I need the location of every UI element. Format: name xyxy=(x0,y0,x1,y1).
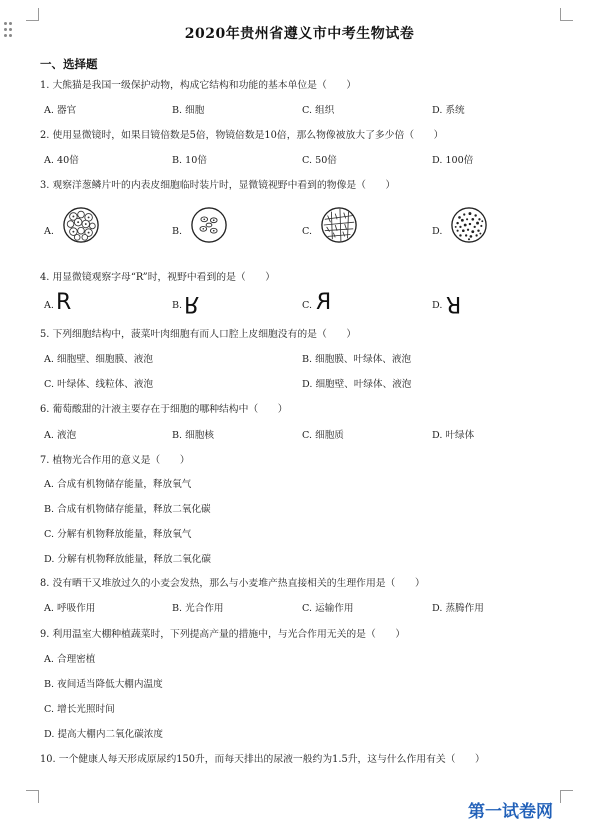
q4-option-d[interactable]: D. xyxy=(432,300,443,311)
q4-option-b[interactable]: B. xyxy=(172,300,183,311)
question-2: 2. 使用显微镜时，如果目镜倍数是5倍，物镜倍数是10倍，那么物像被放大了多少倍（ ） xyxy=(40,130,444,141)
question-7: 7. 植物光合作用的意义是（ ） xyxy=(40,455,190,466)
page-title: 2020年贵州省遵义市中考生物试卷 xyxy=(184,26,415,42)
q9-option-a[interactable]: A. 合理密植 xyxy=(44,654,96,665)
crop-mark-top-right xyxy=(560,8,573,21)
q3-option-d[interactable]: D. xyxy=(432,226,443,237)
crop-mark-bottom-right xyxy=(560,790,573,803)
q6-option-c[interactable]: C. 细胞质 xyxy=(302,430,344,441)
q7-option-c[interactable]: C. 分解有机物释放能量，释放氧气 xyxy=(44,529,192,540)
fibrous-tissue-icon xyxy=(320,206,358,244)
letter-r-rotated: R xyxy=(446,291,462,316)
q3-option-a[interactable]: A. xyxy=(44,226,54,237)
q4-option-c[interactable]: C. xyxy=(302,300,313,311)
crop-mark-bottom-left xyxy=(26,790,39,803)
letter-r-normal: R xyxy=(56,290,72,315)
section-heading: 一、选择题 xyxy=(40,57,98,71)
letter-r-mirrored: R xyxy=(316,290,332,315)
q1-option-b[interactable]: B. 细胞 xyxy=(172,105,205,116)
dotted-field-icon xyxy=(450,206,488,244)
q7-option-d[interactable]: D. 分解有机物释放能量，释放二氧化碳 xyxy=(44,554,211,565)
q7-option-b[interactable]: B. 合成有机物储存能量，释放二氧化碳 xyxy=(44,504,211,515)
question-10: 10. 一个健康人每天形成原尿约150升，而每天排出的尿液一般约为1.5升，这与什么作用有关（ ） xyxy=(40,754,485,765)
q9-option-c[interactable]: C. 增长光照时间 xyxy=(44,704,115,715)
q2-option-a[interactable]: A. 40倍 xyxy=(44,155,79,166)
question-9: 9. 利用温室大棚种植蔬菜时，下列提高产量的措施中，与光合作用无关的是（ ） xyxy=(40,629,406,640)
q9-option-b[interactable]: B. 夜间适当降低大棚内温度 xyxy=(44,679,163,690)
q3-option-c[interactable]: C. xyxy=(302,226,313,237)
q3-option-b[interactable]: B. xyxy=(172,226,183,237)
question-3: 3. 观察洋葱鳞片叶的内表皮细胞临时装片时，显微镜视野中看到的物像是（ ） xyxy=(40,180,396,191)
q5-option-b[interactable]: B. 细胞膜、叶绿体、液泡 xyxy=(302,354,412,365)
letter-r-flipped-vertical: R xyxy=(184,291,200,316)
q1-option-d[interactable]: D. 系统 xyxy=(432,105,465,116)
cell-cluster-icon xyxy=(62,206,100,244)
q6-option-b[interactable]: B. 细胞核 xyxy=(172,430,214,441)
q5-option-c[interactable]: C. 叶绿体、线粒体、液泡 xyxy=(44,379,154,390)
q2-option-b[interactable]: B. 10倍 xyxy=(172,155,207,166)
site-watermark: 第一试卷网 xyxy=(468,802,553,822)
q8-option-b[interactable]: B. 光合作用 xyxy=(172,603,224,614)
question-4: 4. 用显微镜观察字母“R”时，视野中看到的是（ ） xyxy=(40,272,276,283)
q6-option-d[interactable]: D. 叶绿体 xyxy=(432,430,475,441)
q1-option-c[interactable]: C. 组织 xyxy=(302,105,335,116)
q8-option-c[interactable]: C. 运输作用 xyxy=(302,603,354,614)
q6-option-a[interactable]: A. 液泡 xyxy=(44,430,77,441)
q9-option-d[interactable]: D. 提高大棚内二氧化碳浓度 xyxy=(44,729,163,740)
q5-option-d[interactable]: D. 细胞壁、叶绿体、液泡 xyxy=(302,379,412,390)
crop-mark-top-left xyxy=(26,8,39,21)
question-8: 8. 没有晒干又堆放过久的小麦会发热，那么与小麦堆产热直接相关的生理作用是（ ） xyxy=(40,578,425,589)
q1-option-a[interactable]: A. 器官 xyxy=(44,105,77,116)
q8-option-a[interactable]: A. 呼吸作用 xyxy=(44,603,96,614)
cells-with-nuclei-icon xyxy=(190,206,228,244)
q5-option-a[interactable]: A. 细胞壁、细胞膜、液泡 xyxy=(44,354,153,365)
q8-option-d[interactable]: D. 蒸腾作用 xyxy=(432,603,484,614)
q4-option-a[interactable]: A. xyxy=(44,300,54,311)
question-6: 6. 葡萄酸甜的汁液主要存在于细胞的哪种结构中（ ） xyxy=(40,404,288,415)
question-5: 5. 下列细胞结构中，菠菜叶肉细胞有而人口腔上皮细胞没有的是（ ） xyxy=(40,329,357,340)
q2-option-d[interactable]: D. 100倍 xyxy=(432,155,474,166)
q7-option-a[interactable]: A. 合成有机物储存能量，释放氧气 xyxy=(44,479,192,490)
question-1: 1. 大熊猫是我国一级保护动物，构成它结构和功能的基本单位是（ ） xyxy=(40,80,357,91)
q2-option-c[interactable]: C. 50倍 xyxy=(302,155,337,166)
